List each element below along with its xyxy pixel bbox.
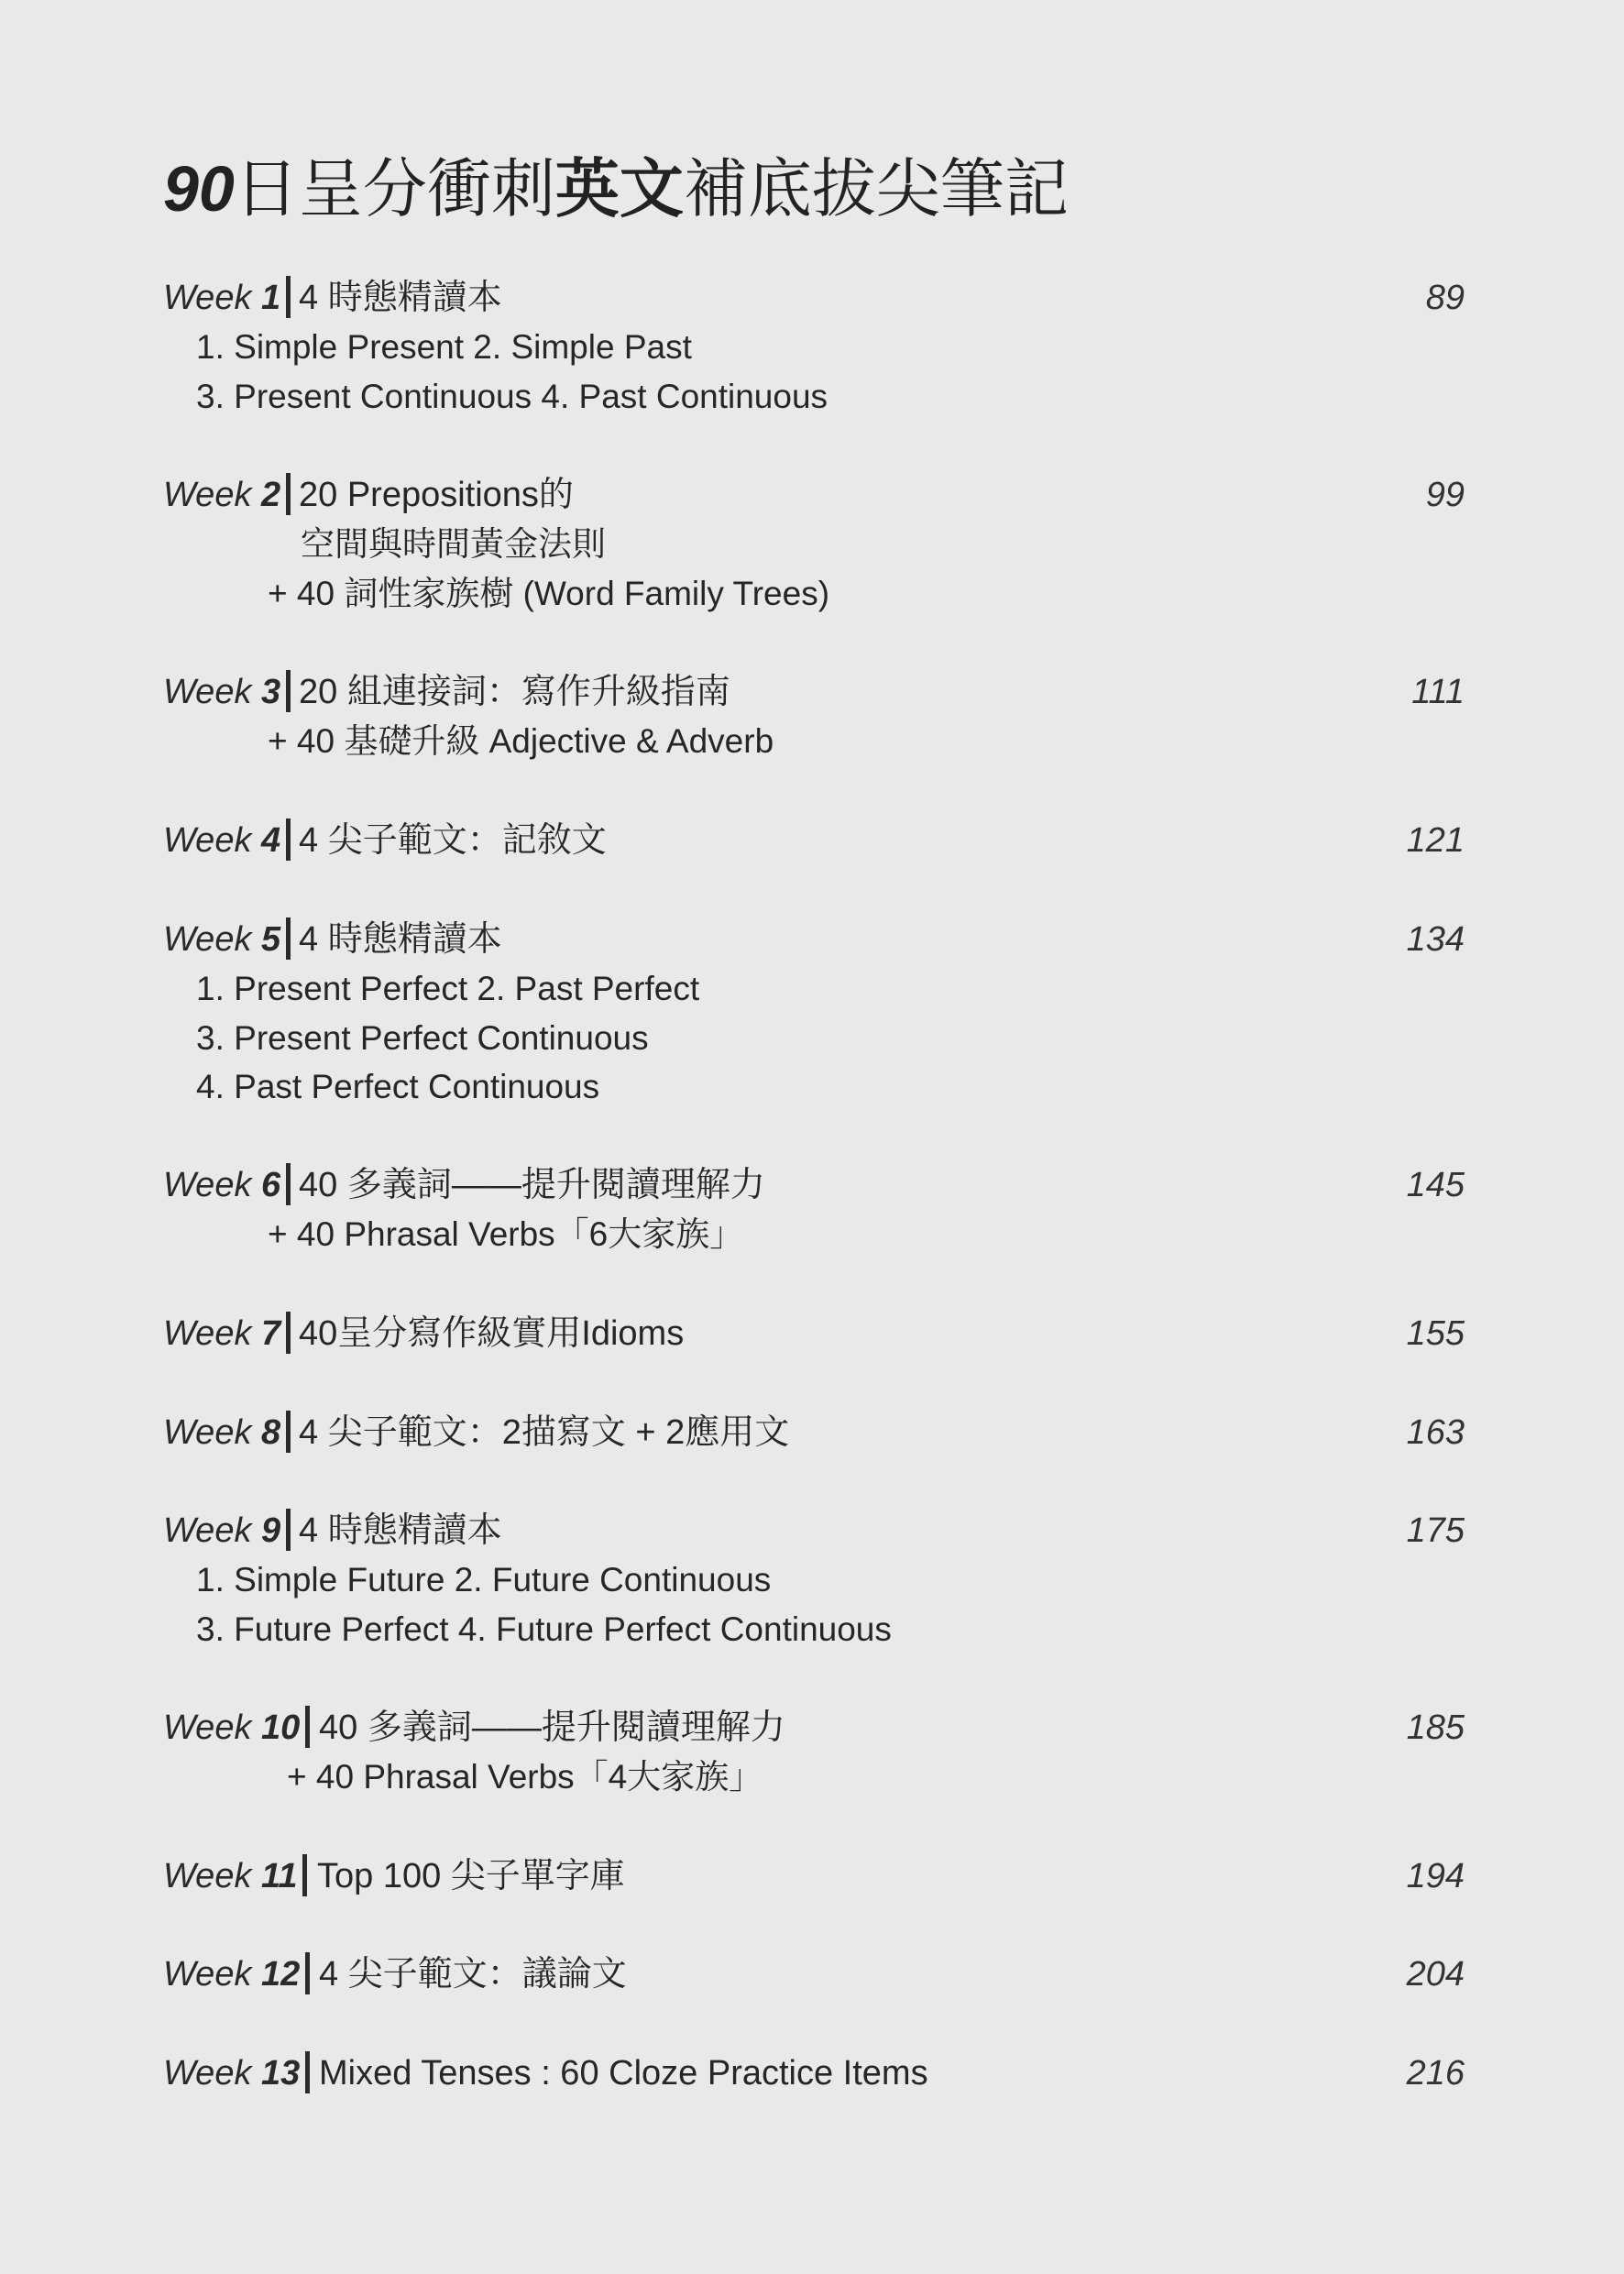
toc-entry-week-10[interactable] (163, 1700, 1465, 1755)
page-number: 111 (1411, 673, 1465, 711)
entry-subline: + 40 Phrasal Verbs「6大家族」 (268, 1215, 744, 1253)
separator-bar (305, 1952, 310, 1994)
entry-subline: 1. Present Perfect 2. Past Perfect (196, 970, 700, 1007)
toc-entry-week-1[interactable] (163, 270, 1465, 325)
entry-subline: 1. Simple Present 2. Simple Past (196, 328, 692, 366)
week-label: Week 10 (163, 1700, 315, 1755)
entry-heading: Top 100 尖子單字庫 (317, 1857, 625, 1895)
page-number: 204 (1406, 1955, 1465, 1994)
entry-heading: 40 多義詞——提升閱讀理解力 (299, 1166, 765, 1204)
entry-subline: 3. Future Perfect 4. Future Perfect Continuous (196, 1610, 892, 1648)
week-label: Week 1 (163, 270, 296, 325)
page-number: 216 (1406, 2054, 1465, 2093)
entry-heading: Mixed Tenses : 60 Cloze Practice Items (319, 2054, 928, 2093)
toc-entry-week-4[interactable] (163, 813, 1465, 868)
entry-heading: 4 尖子範文：議論文 (319, 1955, 627, 1994)
entry-heading: 40 多義詞——提升閱讀理解力 (319, 1708, 785, 1747)
page-number: 89 (1425, 279, 1465, 317)
toc-entry-week-9[interactable] (163, 1503, 1465, 1558)
entry-subline: 3. Present Perfect Continuous (196, 1019, 649, 1057)
separator-bar (286, 276, 291, 318)
entry-heading: 20 Prepositions的 (299, 476, 574, 514)
entry-subline: + 40 Phrasal Verbs「4大家族」 (287, 1758, 763, 1796)
toc-entry-week-6[interactable] (163, 1158, 1465, 1213)
page-number: 121 (1406, 821, 1465, 860)
separator-bar (286, 1163, 291, 1205)
page-number: 163 (1406, 1413, 1465, 1452)
page-number: 99 (1425, 476, 1465, 514)
book-title (163, 147, 1069, 231)
separator-bar (286, 1411, 291, 1453)
entry-heading: 20 組連接詞：寫作升級指南 (299, 673, 730, 711)
toc-entry-week-5[interactable] (163, 912, 1465, 967)
entry-heading: 4 尖子範文：2描寫文 + 2應用文 (299, 1413, 790, 1452)
week-label: Week 13 (163, 2046, 315, 2101)
entry-heading: 4 時態精讀本 (299, 279, 502, 317)
toc-entry-week-8[interactable] (163, 1405, 1465, 1460)
entry-subline: 空間與時間黃金法則 (301, 525, 606, 563)
week-label: Week 4 (163, 813, 296, 868)
entry-subline: + 40 基礎升級 Adjective & Adverb (268, 722, 774, 760)
entry-heading: 40呈分寫作級實用Idioms (299, 1314, 685, 1353)
separator-bar (286, 1509, 291, 1551)
separator-bar (286, 818, 291, 861)
toc-entry-week-7[interactable] (163, 1306, 1465, 1361)
page-number: 185 (1406, 1708, 1465, 1747)
page-number: 155 (1406, 1314, 1465, 1353)
separator-bar (286, 670, 291, 712)
entry-heading: 4 尖子範文：記敘文 (299, 821, 607, 860)
separator-bar (286, 473, 291, 515)
entry-heading: 4 時態精讀本 (299, 920, 502, 959)
week-label: Week 5 (163, 912, 296, 967)
toc-entry-week-2[interactable] (163, 467, 1465, 522)
toc-entry-week-13[interactable] (163, 2046, 1465, 2101)
page-number: 145 (1406, 1166, 1465, 1204)
entry-subline: 3. Present Continuous 4. Past Continuous (196, 378, 828, 415)
title-part-1: 日呈分衝刺 (234, 153, 555, 225)
week-label: Week 6 (163, 1158, 296, 1213)
week-label: Week 2 (163, 467, 296, 522)
toc-entry-week-12[interactable] (163, 1947, 1465, 2002)
separator-bar (286, 917, 291, 960)
week-label: Week 9 (163, 1503, 296, 1558)
title-bold-part: 英文 (554, 153, 684, 225)
separator-bar (305, 1706, 310, 1748)
toc-entry-week-3[interactable] (163, 665, 1465, 720)
separator-bar (286, 1312, 291, 1354)
week-label: Week 7 (163, 1306, 296, 1361)
week-label: Week 12 (163, 1947, 315, 2002)
entry-heading: 4 時態精讀本 (299, 1511, 502, 1550)
page-number: 194 (1406, 1857, 1465, 1895)
week-label: Week 3 (163, 665, 296, 720)
week-label: Week 8 (163, 1405, 296, 1460)
title-number: 90 (163, 153, 235, 225)
entry-subline: + 40 詞性家族樹 (Word Family Trees) (268, 575, 830, 612)
week-label: Week 11 (163, 1849, 313, 1904)
separator-bar (305, 2051, 310, 2093)
separator-bar (302, 1854, 307, 1896)
entry-subline: 4. Past Perfect Continuous (196, 1068, 600, 1105)
entry-subline: 1. Simple Future 2. Future Continuous (196, 1561, 772, 1598)
toc-entry-week-11[interactable] (163, 1849, 1465, 1904)
page-number: 134 (1406, 920, 1465, 959)
page-number: 175 (1406, 1511, 1465, 1550)
title-part-2: 補底拔尖筆記 (683, 153, 1069, 225)
